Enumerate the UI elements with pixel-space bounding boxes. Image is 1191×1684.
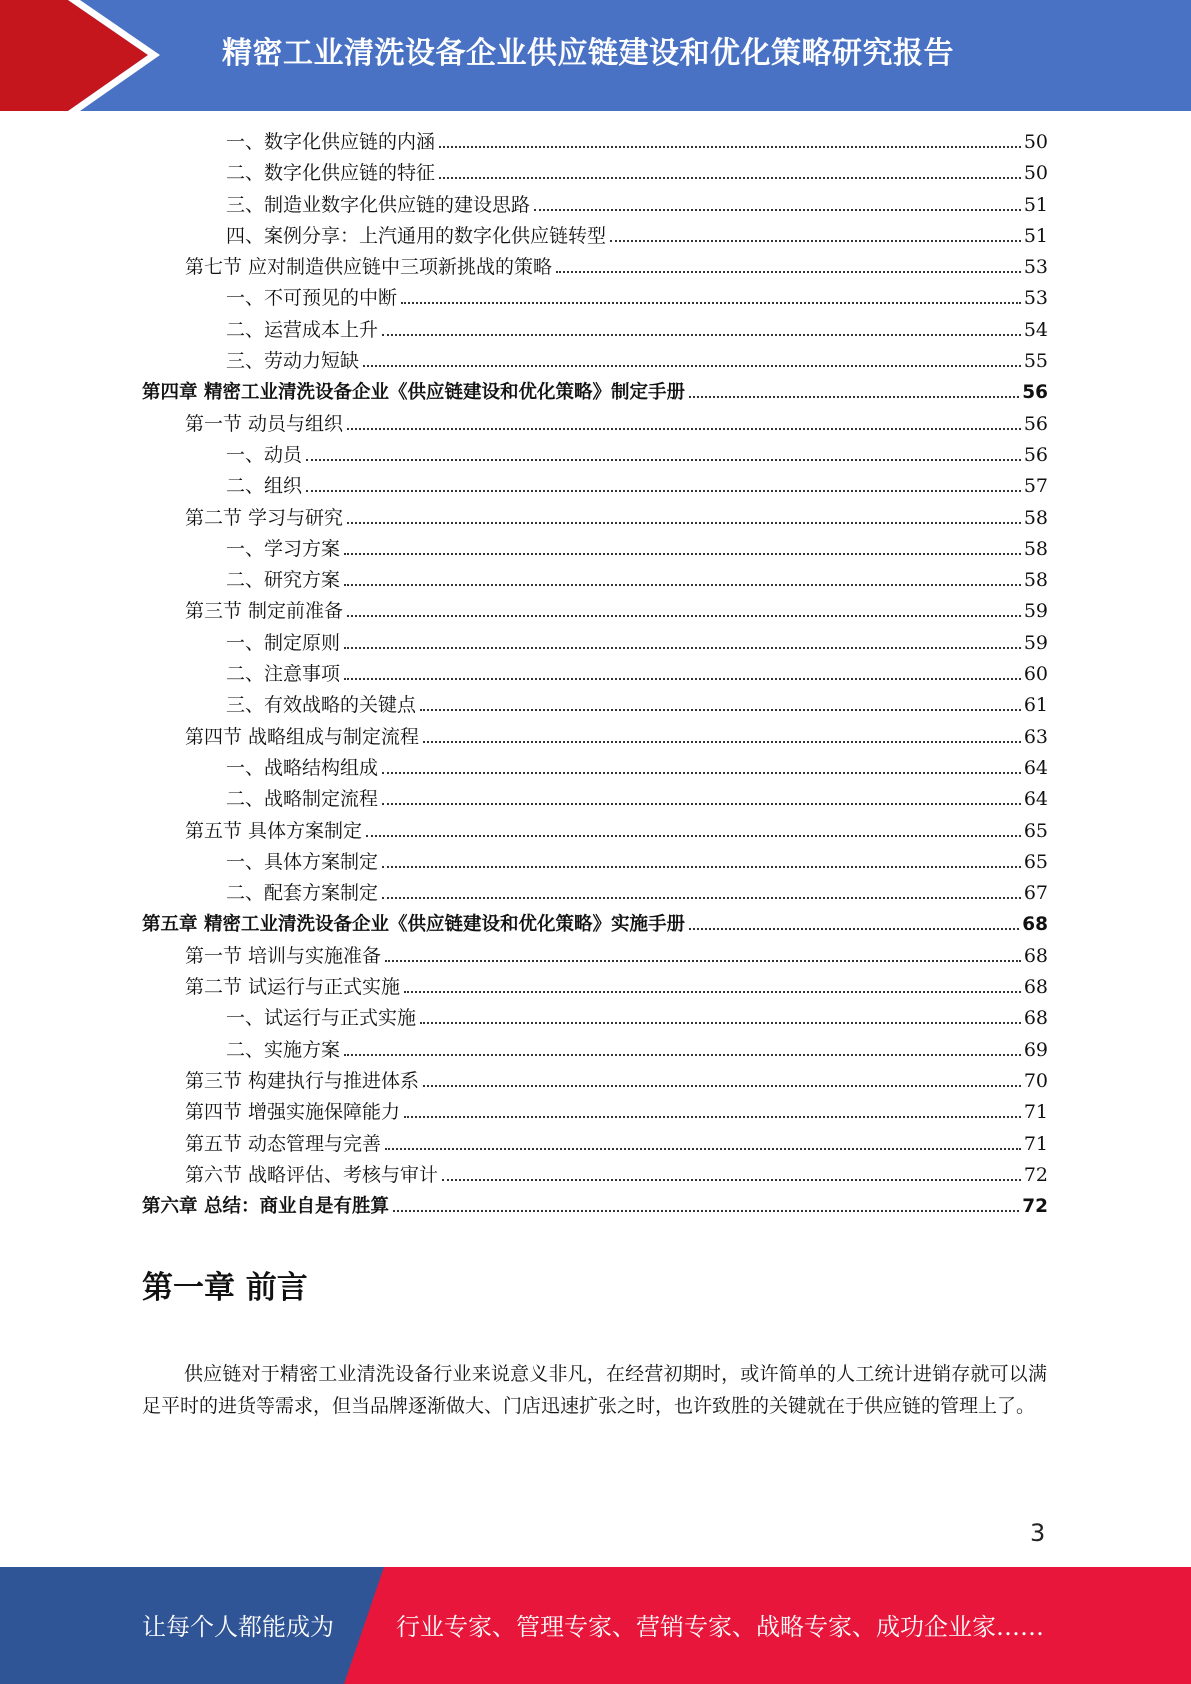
toc-entry[interactable] bbox=[142, 1035, 1048, 1066]
toc-dot-leader bbox=[689, 396, 1019, 398]
toc-entry-label: 一、试运行与正式实施 bbox=[226, 1007, 417, 1030]
toc-entry[interactable] bbox=[142, 847, 1048, 878]
toc-entry-page: 58 bbox=[1023, 569, 1048, 592]
toc-entry[interactable] bbox=[142, 252, 1048, 283]
toc-entry[interactable] bbox=[142, 534, 1048, 565]
footer-slogan-right: 行业专家、管理专家、营销专家、战略专家、成功企业家…… bbox=[396, 1613, 1044, 1641]
toc-dot-leader bbox=[385, 1148, 1021, 1150]
toc-entry-label: 一、制定原则 bbox=[226, 631, 341, 654]
toc-entry-page: 64 bbox=[1023, 788, 1048, 811]
toc-entry-page: 56 bbox=[1023, 443, 1048, 466]
toc-dot-leader bbox=[382, 772, 1021, 774]
toc-dot-leader bbox=[401, 302, 1021, 304]
toc-entry-label: 三、制造业数字化供应链的建设思路 bbox=[226, 193, 531, 216]
toc-entry-page: 58 bbox=[1023, 537, 1048, 560]
toc-entry[interactable] bbox=[142, 878, 1048, 909]
toc-dot-leader bbox=[423, 1085, 1021, 1087]
page-number: 3 bbox=[1030, 1519, 1046, 1547]
toc-entry-page: 63 bbox=[1023, 725, 1048, 748]
toc-dot-leader bbox=[382, 803, 1021, 805]
toc-entry[interactable] bbox=[142, 1129, 1048, 1160]
toc-entry-page: 57 bbox=[1023, 475, 1048, 498]
toc-entry[interactable] bbox=[142, 190, 1048, 221]
toc-entry-page: 51 bbox=[1023, 193, 1048, 216]
toc-entry[interactable] bbox=[142, 816, 1048, 847]
toc-entry-label: 一、数字化供应链的内涵 bbox=[226, 131, 436, 153]
toc-dot-leader bbox=[534, 209, 1021, 211]
toc-entry-label: 第七节 应对制造供应链中三项新挑战的策略 bbox=[185, 256, 553, 279]
toc-entry[interactable] bbox=[142, 659, 1048, 690]
toc-entry[interactable] bbox=[142, 283, 1048, 314]
toc-entry-page: 59 bbox=[1023, 631, 1048, 654]
toc-dot-leader bbox=[439, 146, 1021, 148]
toc-entry[interactable] bbox=[142, 503, 1048, 534]
toc-entry-page: 68 bbox=[1023, 944, 1048, 967]
toc-dot-leader bbox=[442, 1179, 1021, 1181]
toc-entry[interactable] bbox=[142, 377, 1048, 408]
toc-entry-page: 70 bbox=[1023, 1069, 1048, 1092]
toc-entry-label: 一、动员 bbox=[226, 443, 303, 466]
toc-entry-label: 第四章 精密工业清洗设备企业《供应链建设和优化策略》制定手册 bbox=[142, 382, 685, 404]
toc-dot-leader bbox=[689, 928, 1019, 930]
toc-entry-page: 53 bbox=[1023, 287, 1048, 310]
toc-entry[interactable] bbox=[142, 440, 1048, 471]
toc-entry[interactable] bbox=[142, 628, 1048, 659]
toc-dot-leader bbox=[382, 866, 1021, 868]
toc-entry-page: 53 bbox=[1023, 256, 1048, 279]
table-of-contents bbox=[142, 127, 1048, 1222]
toc-entry-label: 二、注意事项 bbox=[226, 663, 341, 686]
toc-entry-label: 第五节 动态管理与完善 bbox=[185, 1132, 382, 1155]
toc-entry-label: 三、劳动力短缺 bbox=[226, 350, 360, 373]
toc-dot-leader bbox=[420, 1022, 1021, 1024]
toc-entry-label: 第一节 培训与实施准备 bbox=[185, 944, 382, 967]
toc-entry[interactable] bbox=[142, 158, 1048, 189]
toc-entry[interactable] bbox=[142, 471, 1048, 502]
toc-entry[interactable] bbox=[142, 315, 1048, 346]
toc-entry-page: 59 bbox=[1023, 600, 1048, 623]
toc-entry-label: 第六节 战略评估、考核与审计 bbox=[185, 1163, 439, 1186]
toc-entry-page: 56 bbox=[1023, 412, 1048, 435]
toc-entry[interactable] bbox=[142, 1160, 1048, 1191]
toc-dot-leader bbox=[404, 991, 1021, 993]
toc-entry-page: 64 bbox=[1023, 756, 1048, 779]
toc-dot-leader bbox=[344, 584, 1021, 586]
toc-entry[interactable] bbox=[142, 565, 1048, 596]
toc-entry-label: 二、配套方案制定 bbox=[226, 882, 379, 905]
toc-dot-leader bbox=[393, 1210, 1019, 1212]
toc-entry-label: 第二节 学习与研究 bbox=[185, 506, 344, 529]
toc-entry-label: 二、战略制定流程 bbox=[226, 788, 379, 811]
toc-entry-page: 72 bbox=[1022, 1196, 1048, 1218]
toc-entry-page: 50 bbox=[1023, 162, 1048, 185]
toc-entry[interactable] bbox=[142, 1097, 1048, 1128]
toc-dot-leader bbox=[306, 490, 1021, 492]
toc-dot-leader bbox=[610, 240, 1021, 242]
toc-entry-page: 60 bbox=[1023, 663, 1048, 686]
toc-dot-leader bbox=[344, 553, 1021, 555]
toc-entry[interactable] bbox=[142, 941, 1048, 972]
toc-dot-leader bbox=[382, 897, 1021, 899]
toc-entry[interactable] bbox=[142, 722, 1048, 753]
toc-dot-leader bbox=[344, 647, 1021, 649]
toc-entry-label: 第二节 试运行与正式实施 bbox=[185, 976, 401, 999]
header-banner bbox=[0, 0, 1191, 111]
toc-entry-label: 三、有效战略的关键点 bbox=[226, 694, 417, 717]
toc-entry-label: 一、具体方案制定 bbox=[226, 850, 379, 873]
toc-dot-leader bbox=[385, 960, 1021, 962]
toc-entry-label: 一、战略结构组成 bbox=[226, 756, 379, 779]
toc-entry-page: 68 bbox=[1023, 976, 1048, 999]
toc-entry-page: 61 bbox=[1023, 694, 1048, 717]
toc-entry-label: 第五章 精密工业清洗设备企业《供应链建设和优化策略》实施手册 bbox=[142, 914, 685, 936]
toc-entry-label: 第三节 制定前准备 bbox=[185, 600, 344, 623]
footer-banner bbox=[0, 1567, 1191, 1684]
toc-entry-page: 54 bbox=[1023, 318, 1048, 341]
header-title: 精密工业清洗设备企业供应链建设和优化策略研究报告 bbox=[222, 36, 954, 71]
toc-entry-label: 二、组织 bbox=[226, 475, 303, 498]
toc-entry-page: 65 bbox=[1023, 819, 1048, 842]
toc-entry-label: 一、学习方案 bbox=[226, 537, 341, 560]
toc-entry[interactable] bbox=[142, 1191, 1048, 1222]
toc-dot-leader bbox=[382, 334, 1021, 336]
toc-entry-page: 56 bbox=[1022, 382, 1048, 404]
toc-entry-page: 71 bbox=[1023, 1132, 1048, 1155]
toc-entry[interactable] bbox=[142, 127, 1048, 158]
toc-entry[interactable] bbox=[142, 409, 1048, 440]
toc-entry-page: 68 bbox=[1023, 1007, 1048, 1030]
toc-entry-page: 65 bbox=[1023, 850, 1048, 873]
toc-entry-page: 50 bbox=[1023, 131, 1048, 153]
toc-entry[interactable] bbox=[142, 690, 1048, 721]
toc-dot-leader bbox=[366, 835, 1021, 837]
toc-entry[interactable] bbox=[142, 972, 1048, 1003]
toc-entry-page: 51 bbox=[1023, 224, 1048, 247]
toc-entry-label: 一、不可预见的中断 bbox=[226, 287, 398, 310]
toc-dot-leader bbox=[423, 741, 1021, 743]
toc-entry-label: 二、数字化供应链的特征 bbox=[226, 162, 436, 185]
footer-slogan-left: 让每个人都能成为 bbox=[142, 1613, 334, 1641]
toc-entry[interactable] bbox=[142, 784, 1048, 815]
toc-dot-leader bbox=[347, 615, 1021, 617]
chapter-title: 第一章 前言 bbox=[142, 1270, 308, 1306]
toc-entry-page: 55 bbox=[1023, 350, 1048, 373]
toc-dot-leader bbox=[344, 1054, 1021, 1056]
toc-dot-leader bbox=[347, 428, 1021, 430]
toc-entry[interactable] bbox=[142, 596, 1048, 627]
toc-entry-label: 第一节 动员与组织 bbox=[185, 412, 344, 435]
toc-entry-page: 72 bbox=[1023, 1163, 1048, 1186]
toc-entry-label: 第五节 具体方案制定 bbox=[185, 819, 363, 842]
chapter-paragraph: 供应链对于精密工业清洗设备行业来说意义非凡，在经营初期时，或许简单的人工统计进销存就可以满足平时的进货等需求，但当品牌逐渐做大、门店迅速扩张之时，也许致胜的关键就在于供应链的管理上了。 bbox=[142, 1363, 1047, 1417]
toc-dot-leader bbox=[420, 709, 1021, 711]
toc-entry-label: 二、研究方案 bbox=[226, 569, 341, 592]
toc-entry[interactable] bbox=[142, 1066, 1048, 1097]
toc-entry-label: 第三节 构建执行与推进体系 bbox=[185, 1069, 420, 1092]
toc-entry[interactable] bbox=[142, 221, 1048, 252]
toc-entry-page: 71 bbox=[1023, 1101, 1048, 1124]
toc-entry-page: 68 bbox=[1022, 914, 1048, 936]
toc-entry-label: 四、案例分享：上汽通用的数字化供应链转型 bbox=[226, 224, 607, 247]
toc-entry[interactable] bbox=[142, 753, 1048, 784]
toc-entry-label: 二、实施方案 bbox=[226, 1038, 341, 1061]
toc-entry[interactable] bbox=[142, 1003, 1048, 1034]
toc-entry[interactable] bbox=[142, 346, 1048, 377]
toc-entry-label: 第六章 总结：商业自是有胜算 bbox=[142, 1196, 389, 1218]
toc-entry-page: 58 bbox=[1023, 506, 1048, 529]
toc-dot-leader bbox=[439, 177, 1021, 179]
toc-dot-leader bbox=[347, 522, 1021, 524]
toc-entry-page: 69 bbox=[1023, 1038, 1048, 1061]
toc-entry[interactable] bbox=[142, 909, 1048, 940]
toc-dot-leader bbox=[556, 271, 1021, 273]
toc-dot-leader bbox=[363, 365, 1021, 367]
toc-dot-leader bbox=[404, 1116, 1021, 1118]
toc-dot-leader bbox=[306, 459, 1021, 461]
toc-entry-label: 第四节 战略组成与制定流程 bbox=[185, 725, 420, 748]
toc-dot-leader bbox=[344, 678, 1021, 680]
toc-entry-label: 二、运营成本上升 bbox=[226, 318, 379, 341]
toc-entry-label: 第四节 增强实施保障能力 bbox=[185, 1101, 401, 1124]
toc-entry-page: 67 bbox=[1023, 882, 1048, 905]
